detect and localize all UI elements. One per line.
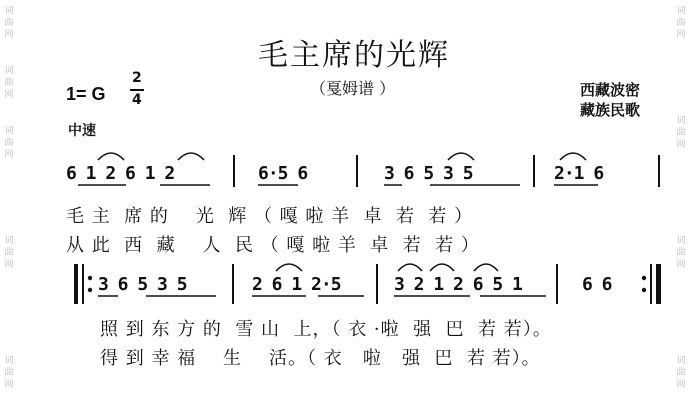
watermark-char: 网 (676, 380, 686, 390)
watermark-char: 曲 (676, 248, 686, 258)
watermark-char: 词 (4, 356, 14, 366)
watermark-char: 词 (676, 236, 686, 246)
lyrics-verse-2-line-2: 得 到 幸 福 生 活。（ 衣 啦 强 巴 若 若）。 (100, 348, 541, 369)
watermark-char: 词 (676, 356, 686, 366)
watermark-char: 词 (4, 126, 14, 136)
song-title: 毛主席的光辉 (258, 38, 450, 73)
watermark-char: 网 (676, 30, 686, 40)
repeat-dot (88, 276, 92, 280)
watermark-char: 词 (4, 66, 14, 76)
watermark-char: 词 (4, 6, 14, 16)
slur (448, 153, 474, 160)
slur (474, 264, 498, 271)
key-signature: 1= G (66, 84, 106, 104)
slur (98, 153, 124, 160)
watermark-char: 曲 (676, 18, 686, 28)
slur (178, 153, 204, 160)
watermark-char: 曲 (4, 78, 14, 88)
watermark-char: 词 (676, 6, 686, 16)
tempo-marking: 中速 (68, 123, 96, 139)
watermark-char: 词 (676, 116, 686, 126)
slur (430, 264, 454, 271)
measure-7-notes: 3 2 1 2 6 5 1 (394, 274, 522, 295)
watermark-char: 曲 (676, 368, 686, 378)
measure-5-notes: 3 6 5 3 5 (98, 274, 187, 295)
slur (560, 153, 586, 160)
watermark-char: 网 (4, 380, 14, 390)
watermark-char: 词 (4, 236, 14, 246)
repeat-dot (642, 288, 646, 292)
time-signature-top: 2 (132, 70, 142, 86)
slur (276, 264, 302, 271)
origin-line-2: 藏族民歌 (580, 101, 641, 119)
measure-1-notes: 6 1 2 6 1 2 (66, 163, 175, 184)
watermark-char: 网 (4, 260, 14, 270)
origin-line-1: 西藏波密 (580, 81, 641, 99)
watermark-char: 网 (4, 30, 14, 40)
slur (398, 264, 422, 271)
lyrics-verse-1-line-2: 照 到 东 方 的 雪 山 上，（ 衣 ·啦 强 巴 若 若）。 (100, 319, 552, 340)
watermark-char: 网 (676, 260, 686, 270)
watermark-char: 曲 (4, 138, 14, 148)
measure-4-notes: 2·1 6 (554, 163, 604, 184)
watermark-char: 网 (676, 140, 686, 150)
measure-6-notes: 2 6 1 2·5 (252, 274, 341, 295)
repeat-dot (88, 288, 92, 292)
measure-2-notes: 6·5 6 (258, 163, 308, 184)
measure-8-notes: 6 6 (582, 274, 612, 295)
lyrics-verse-1-line-1: 毛 主 席 的 光 辉 （ 嘎 啦 羊 卓 若 若 ） (66, 206, 474, 227)
time-signature-bottom: 4 (132, 92, 142, 108)
watermark-char: 曲 (4, 248, 14, 258)
song-subtitle: （戛姆谱 ） (310, 79, 396, 98)
measure-3-notes: 3 6 5 3 5 (384, 163, 473, 184)
watermark-char: 网 (4, 150, 14, 160)
watermark-char: 曲 (4, 368, 14, 378)
watermark-char: 曲 (676, 128, 686, 138)
watermark-char: 网 (4, 90, 14, 100)
lyrics-verse-2-line-1: 从 此 西 藏 人 民 （ 嘎 啦 羊 卓 若 若 ） (66, 235, 480, 256)
watermark-char: 曲 (4, 18, 14, 28)
repeat-dot (642, 276, 646, 280)
